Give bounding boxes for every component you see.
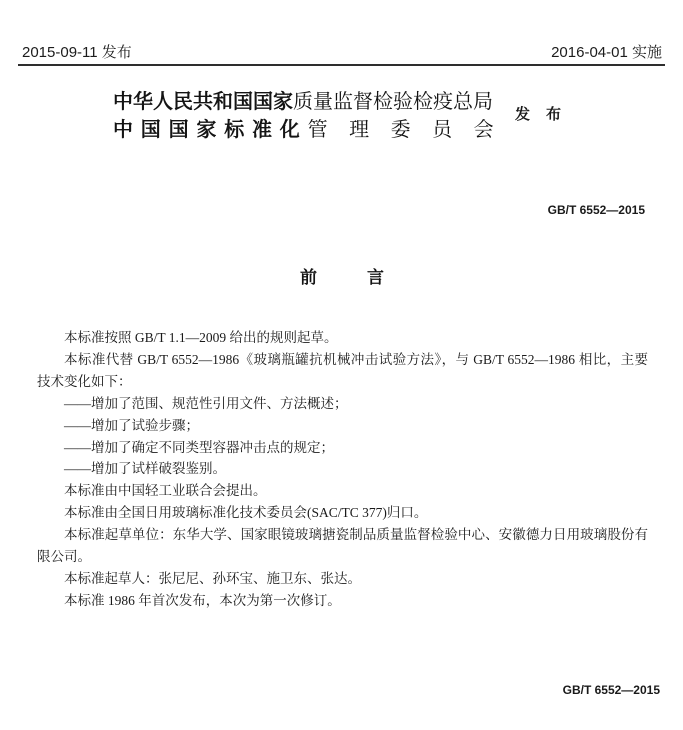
change-list-item: ——增加了确定不同类型容器冲击点的规定； — [64, 439, 334, 455]
footer-standard-code: GB/T 6552—2015 — [562, 683, 660, 697]
preface-paragraph: 本标准按照 GB/T 1.1—2009 给出的规则起草。 — [64, 330, 338, 345]
issuing-authorities — [113, 87, 515, 143]
standard-code: GB/T 6552—2015 — [547, 203, 645, 217]
issuer-line-1-rest: 质量监督检验检疫总局 — [293, 89, 493, 113]
issuer-line-2-rest: 管理委员会 — [307, 117, 516, 141]
implementation-date: 2016-04-01 实施 — [551, 44, 662, 61]
issuer-line-2-emphasis: 中国国家标准化 — [113, 117, 308, 141]
preface-paragraph: 本标准 1986 年首次发布，本次为第一次修订。 — [64, 592, 341, 608]
preface-paragraph: 本标准由中国轻工业联合会提出。 — [64, 483, 267, 499]
header-divider — [18, 64, 665, 66]
change-list-item: ——增加了试样破裂鉴别。 — [64, 461, 226, 477]
issuer-line-2 — [113, 115, 515, 143]
preface-paragraph: 本标准代替 GB/T 6552—1986《玻璃瓶罐抗机械冲击试验方法》，与 GB/T 6552—1986 相比，主要技术变化如下： — [37, 351, 648, 389]
change-list-item: ——增加了试验步骤； — [64, 417, 199, 433]
change-list-item: ——增加了范围、规范性引用文件、方法概述； — [64, 395, 348, 411]
preface-body — [37, 327, 648, 612]
preface-title: 前 言 — [300, 268, 401, 288]
preface-paragraph: 本标准由全国日用玻璃标准化技术委员会(SAC/TC 377)归口。 — [64, 505, 428, 521]
issuer-line-1-emphasis: 中华人民共和国国家 — [113, 89, 293, 113]
issuer-line-1 — [113, 87, 515, 115]
issue-date: 2015-09-11 发布 — [22, 44, 132, 61]
preface-paragraph: 本标准起草人：张尼尼、孙环宝、施卫东、张达。 — [64, 570, 361, 586]
preface-paragraph: 本标准起草单位：东华大学、国家眼镜玻璃搪瓷制品质量监督检验中心、安徽德力日用玻璃股份有限公司。 — [37, 527, 648, 565]
publish-label: 发布 — [515, 105, 578, 123]
